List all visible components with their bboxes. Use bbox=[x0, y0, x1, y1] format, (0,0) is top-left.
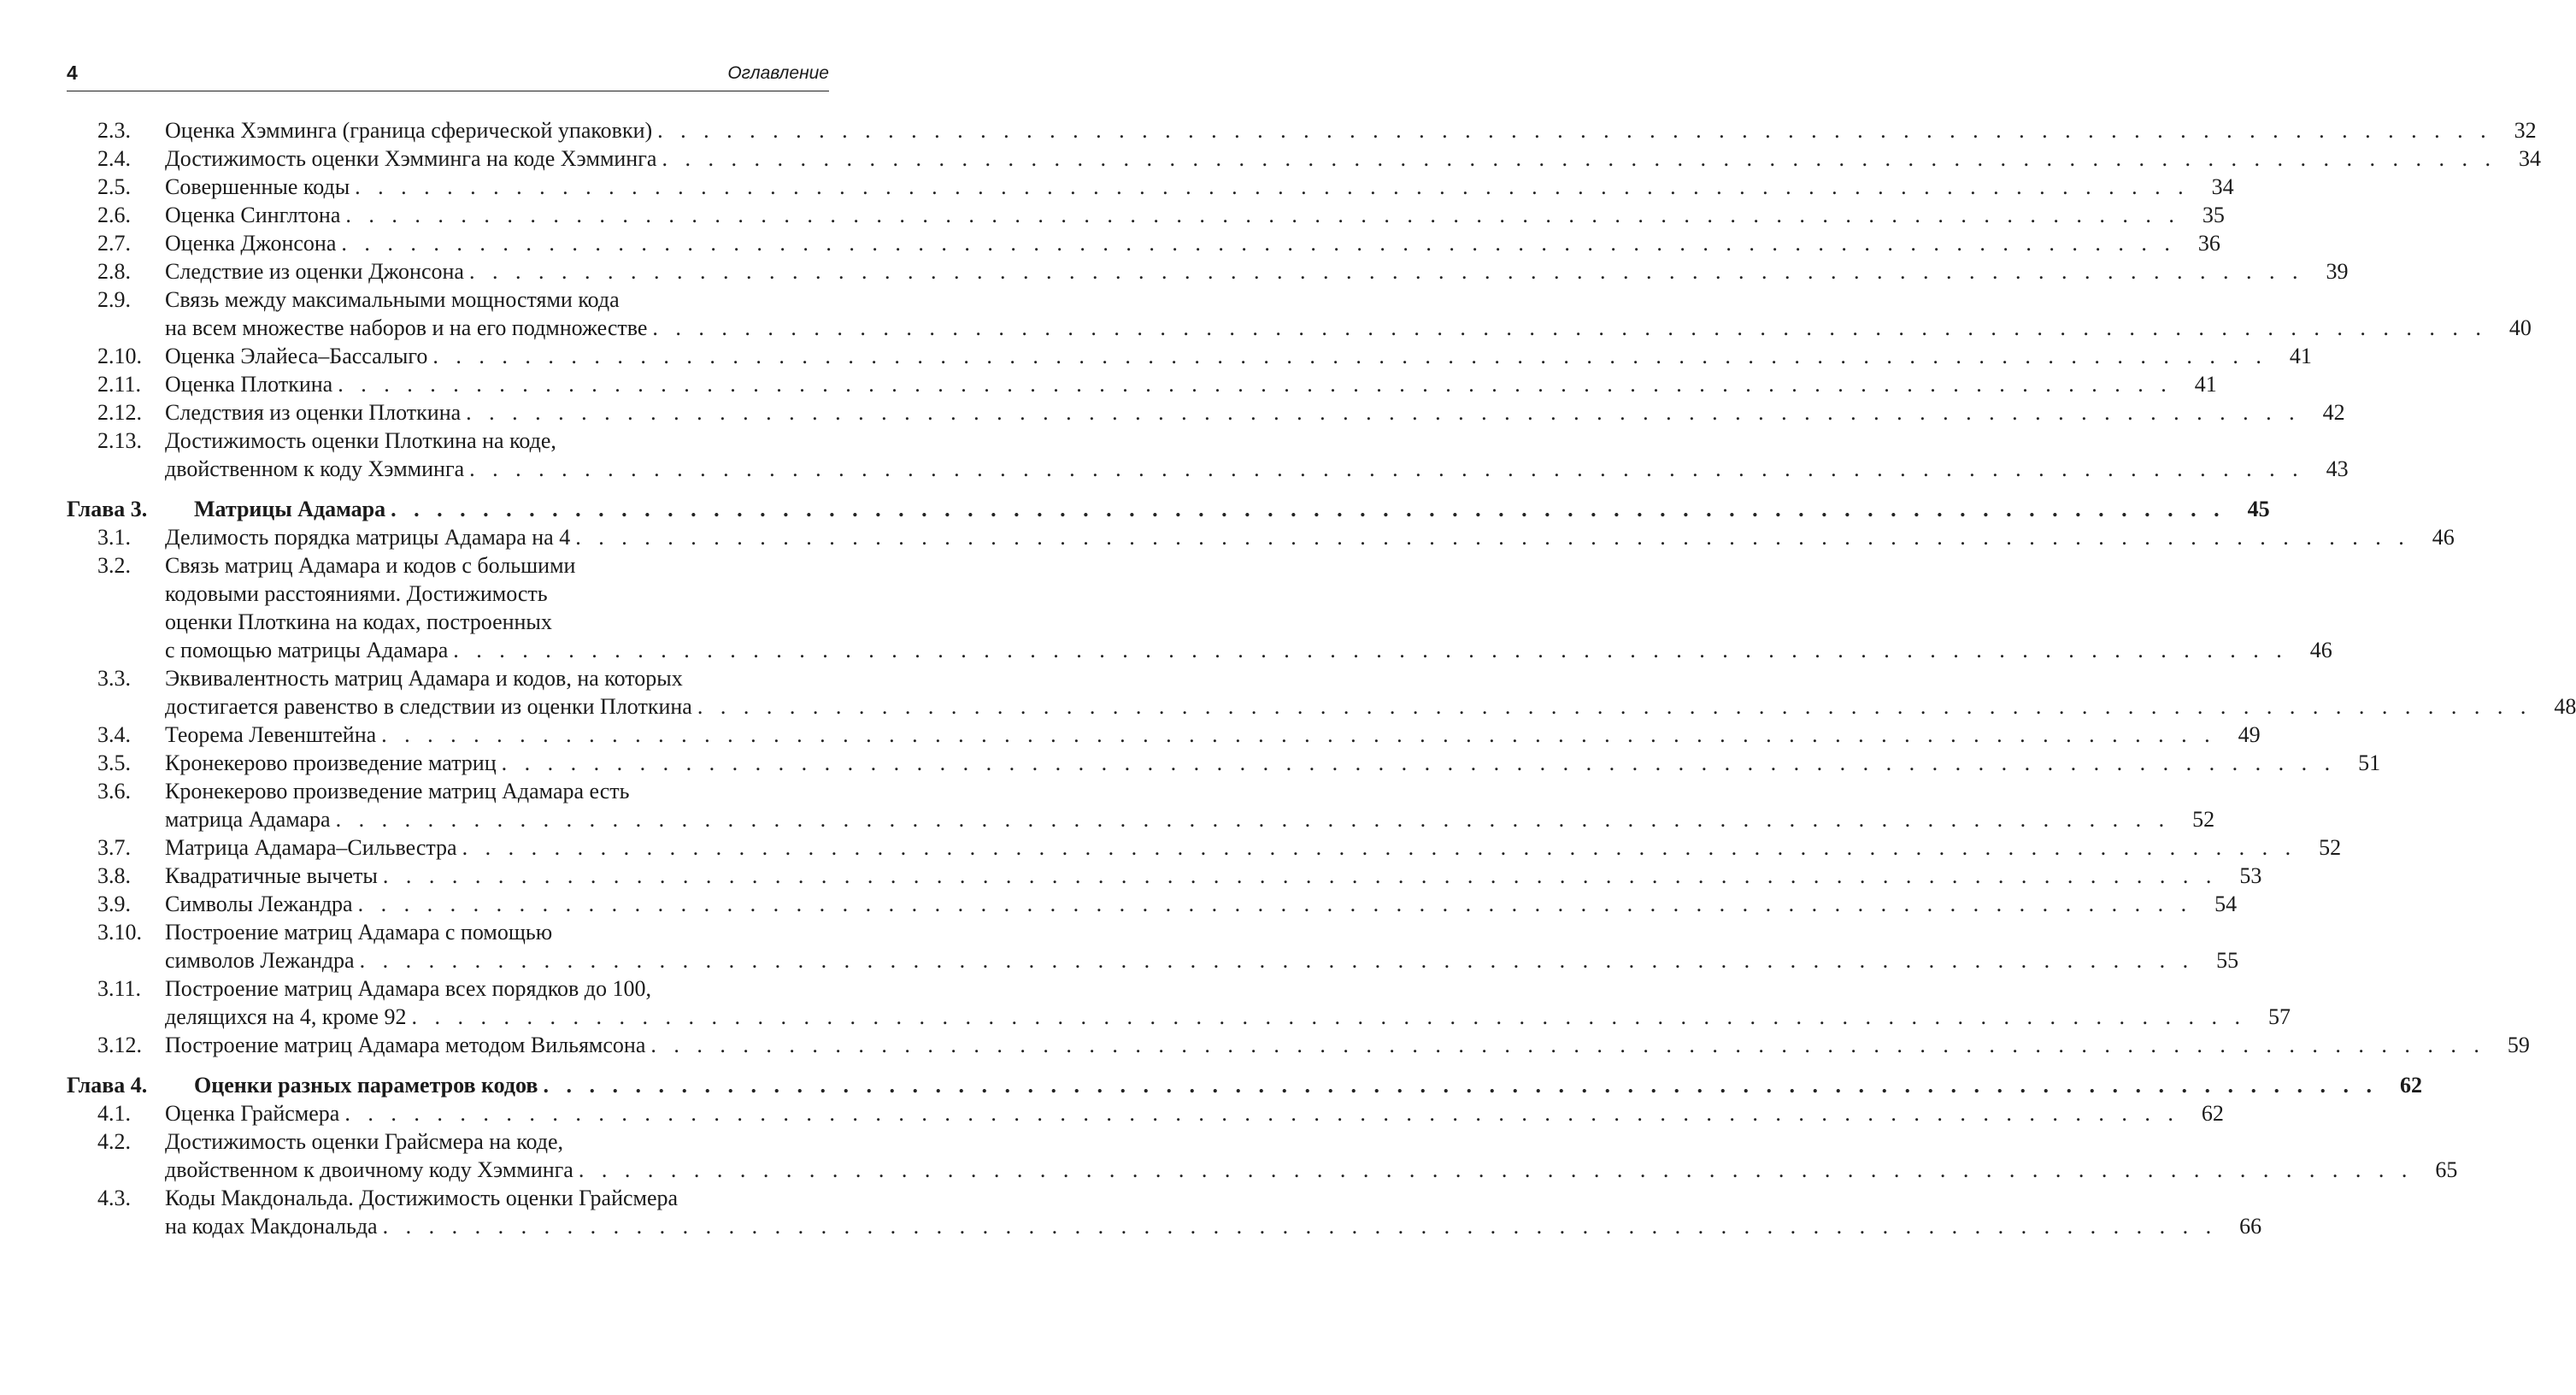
toc-section-entry[interactable] bbox=[67, 833, 2342, 862]
section-number: 3.8. bbox=[97, 863, 131, 888]
toc-line bbox=[67, 608, 829, 636]
dot-leader: . . . . . . . . . . . . . . . . . . . . . . . . . . . . . . . . . . . . . . . . . . . . . . . . . . . . . . . . . . . . . . . . . . . . . . . . . . . . . . . . bbox=[411, 1004, 2246, 1029]
toc-line bbox=[67, 1071, 2422, 1099]
toc-line bbox=[67, 749, 2381, 777]
toc-leader-line bbox=[165, 862, 2262, 890]
toc-section-entry[interactable] bbox=[67, 721, 2261, 749]
dot-leader: . . . . . . . . . . . . . . . . . . . . . . . . . . . . . . . . . . . . . . . . . . . . . . . . . . . . . . . . . . . . . . . . . . . . . . . . . . . . . . . . bbox=[382, 1214, 2218, 1239]
dot-leader: . . . . . . . . . . . . . . . . . . . . . . . . . . . . . . . . . . . . . . . . . . . . . . . . . . . . . . . . . . . . . . . . . . . . . . . . . . . . . . . . bbox=[357, 892, 2193, 916]
dot-leader: . . . . . . . . . . . . . . . . . . . . . . . . . . . . . . . . . . . . . . . . . . . . . . . . . . . . . . . . . . . . . . . . . . . . . . . . . . . . . . . . bbox=[462, 835, 2297, 860]
toc-leader-line bbox=[165, 116, 2537, 144]
entry-title: Коды Макдональда. Достижимость оценки Грайсмера bbox=[165, 1186, 679, 1210]
page-ref: 41 bbox=[2194, 372, 2217, 397]
page-ref: 34 bbox=[2518, 146, 2541, 171]
section-number: 2.13. bbox=[97, 428, 142, 453]
section-number: 3.3. bbox=[97, 666, 131, 691]
toc-section-entry[interactable] bbox=[67, 342, 2312, 370]
toc-section-entry[interactable] bbox=[67, 551, 2332, 664]
toc-leader-line bbox=[165, 1031, 2530, 1059]
toc-line bbox=[67, 1031, 2530, 1059]
toc-chapter-entry[interactable] bbox=[67, 495, 2270, 523]
entry-title: двойственном к двоичному коду Хэмминга bbox=[165, 1157, 573, 1182]
page-ref: 40 bbox=[2508, 315, 2532, 340]
entry-title: Теорема Левенштейна bbox=[165, 722, 377, 747]
dot-leader: . . . . . . . . . . . . . . . . . . . . . . . . . . . . . . . . . . . . . . . . . . . . . . . . . . . . . . . . . . . . . . . . . . . . . . . . . . . . . . . . bbox=[355, 174, 2190, 199]
toc-line bbox=[67, 551, 829, 580]
section-number: 4.2. bbox=[97, 1129, 131, 1154]
toc-leader-line bbox=[165, 805, 2215, 833]
toc-section-entry[interactable] bbox=[67, 116, 2537, 144]
toc-line bbox=[67, 805, 2215, 833]
toc-line bbox=[67, 636, 2332, 664]
section-number: 4.1. bbox=[97, 1101, 131, 1126]
dot-leader: . . . . . . . . . . . . . . . . . . . . . . . . . . . . . . . . . . . . . . . . . . . . . . . . . . . . . . . . . . . . . . . . . . . . . . . . . . . . . . . . bbox=[662, 146, 2497, 171]
toc-section-entry[interactable] bbox=[67, 664, 2576, 721]
toc-leader-line bbox=[165, 342, 2312, 370]
toc-line bbox=[67, 173, 2234, 201]
entry-title: Оценка Джонсона bbox=[165, 231, 337, 256]
toc-line bbox=[67, 257, 2349, 285]
toc-leader-line bbox=[194, 1071, 2422, 1099]
toc-line bbox=[67, 523, 2455, 551]
toc-section-entry[interactable] bbox=[67, 1031, 2530, 1059]
toc-section-entry[interactable] bbox=[67, 974, 2291, 1031]
page-ref: 34 bbox=[2211, 174, 2234, 199]
dot-leader: . . . . . . . . . . . . . . . . . . . . . . . . . . . . . . . . . . . . . . . . . . . . . . . . . . . . . . . . . . . . . . . . . . . . . . . . . . . . . . . . bbox=[697, 694, 2532, 719]
section-number: 3.1. bbox=[97, 525, 131, 550]
section-number: 2.6. bbox=[97, 203, 131, 227]
toc-leader-line bbox=[165, 201, 2225, 229]
section-number: 2.4. bbox=[97, 146, 131, 171]
dot-leader: . . . . . . . . . . . . . . . . . . . . . . . . . . . . . . . . . . . . . . . . . . . . . . . . . . . . . . . . . . . . . . . . . . . . . . . . . . . . . . . . bbox=[341, 231, 2176, 256]
entry-title: двойственном к коду Хэмминга bbox=[165, 456, 465, 481]
section-number: 3.5. bbox=[97, 750, 131, 775]
toc-line bbox=[67, 580, 829, 608]
toc-section-entry[interactable] bbox=[67, 285, 2532, 342]
entry-title: Оценки разных параметров кодов bbox=[194, 1073, 538, 1098]
entry-title: достигается равенство в следствии из оценки Плоткина bbox=[165, 694, 692, 719]
page-ref: 59 bbox=[2507, 1033, 2530, 1057]
dot-leader: . . . . . . . . . . . . . . . . . . . . . . . . . . . . . . . . . . . . . . . . . . . . . . . . . . . . . . . . . . . . . . . . . . . . . . . . . . . . . . . . bbox=[468, 259, 2304, 284]
entry-title: Матрица Адамара–Сильвестра bbox=[165, 835, 457, 860]
dot-leader: . . . . . . . . . . . . . . . . . . . . . . . . . . . . . . . . . . . . . . . . . . . . . . . . . . . . . . . . . . . . . . . . . . . . . . . . . . . . . . . . bbox=[575, 525, 2410, 550]
entry-title: Матрицы Адамара bbox=[194, 497, 386, 521]
toc-line bbox=[67, 1127, 829, 1156]
toc-section-entry[interactable] bbox=[67, 229, 2220, 257]
entry-title: Оценка Хэмминга (граница сферической упаковки) bbox=[165, 118, 653, 143]
entry-title: Оценка Синглтона bbox=[165, 203, 341, 227]
toc-section-entry[interactable] bbox=[67, 257, 2349, 285]
toc-section-entry[interactable] bbox=[67, 890, 2238, 918]
dot-leader: . . . . . . . . . . . . . . . . . . . . . . . . . . . . . . . . . . . . . . . . . . . . . . . . . . . . . . . . . . . . . . . . . . . . . . . . . . . . . . . . bbox=[657, 118, 2492, 143]
toc-section-entry[interactable] bbox=[67, 173, 2234, 201]
toc-leader-line bbox=[165, 1212, 2262, 1240]
page-header bbox=[67, 62, 829, 91]
entry-title: Следствие из оценки Джонсона bbox=[165, 259, 464, 284]
entry-title: Построение матриц Адамара всех порядков до 100, bbox=[165, 976, 652, 1001]
toc-leader-line bbox=[194, 495, 2270, 523]
toc-line bbox=[67, 1099, 2224, 1127]
section-number: 3.9. bbox=[97, 892, 131, 916]
entry-title: Эквивалентность матриц Адамара и кодов, на которых bbox=[165, 666, 683, 691]
page-ref: 54 bbox=[2214, 892, 2238, 916]
section-number: 3.7. bbox=[97, 835, 131, 860]
toc-line bbox=[67, 370, 2217, 398]
toc-leader-line bbox=[165, 455, 2349, 483]
section-number: 2.7. bbox=[97, 231, 131, 256]
toc-leader-line bbox=[165, 523, 2455, 551]
toc-line bbox=[67, 1184, 829, 1212]
toc-line bbox=[67, 664, 829, 692]
section-number: 3.2. bbox=[97, 553, 131, 578]
section-number: 2.11. bbox=[97, 372, 142, 397]
toc-section-entry[interactable] bbox=[67, 918, 2239, 974]
toc-line bbox=[67, 777, 829, 805]
toc-section-entry[interactable] bbox=[67, 370, 2217, 398]
entry-title: Следствия из оценки Плоткина bbox=[165, 400, 462, 425]
section-number: 3.12. bbox=[97, 1033, 142, 1057]
toc-line bbox=[67, 974, 829, 1003]
toc-line bbox=[67, 890, 2238, 918]
entry-title: Построение матриц Адамара с помощью bbox=[165, 920, 553, 945]
entry-title: Построение матриц Адамара методом Вильямсона bbox=[165, 1033, 646, 1057]
section-number: 3.6. bbox=[97, 779, 131, 803]
toc-line bbox=[67, 495, 2270, 523]
dot-leader: . . . . . . . . . . . . . . . . . . . . . . . . . . . . . . . . . . . . . . . . . . . . . . . . . . . . . . . . . . . . . . . . . . . . . . . . . . . . . . . . bbox=[650, 1033, 2485, 1057]
toc-leader-line bbox=[165, 1156, 2458, 1184]
toc-leader-line bbox=[165, 749, 2381, 777]
chapter-label: Глава 4. bbox=[67, 1073, 148, 1098]
dot-leader: . . . . . . . . . . . . . . . . . . . . . . . . . . . . . . . . . . . . . . . . . . . . . . . . . . . . . . . . . . . . . . . . . . . . . . . . . . . . . . . . bbox=[578, 1157, 2414, 1182]
toc-leader-line bbox=[165, 946, 2239, 974]
dot-leader: . . . . . . . . . . . . . . . . . . . . . . . . . . . . . . . . . . . . . . . . . . . . . . . . . . . . . . . . . . . . . . . . . . . . . . . . . . . . . . . . bbox=[453, 638, 2288, 662]
section-number: 3.4. bbox=[97, 722, 131, 747]
entry-title: Оценка Плоткина bbox=[165, 372, 333, 397]
page-ref: 42 bbox=[2322, 400, 2345, 425]
dot-leader: . . . . . . . . . . . . . . . . . . . . . . . . . . . . . . . . . . . . . . . . . . . . . . . . . . . . . . . . . . . . . . . . . . . . . . . . . . . . . . . . bbox=[501, 750, 2337, 775]
entry-title: Оценка Элайеса–Бассалыго bbox=[165, 344, 428, 368]
toc-section-entry[interactable] bbox=[67, 201, 2225, 229]
toc-line bbox=[67, 398, 2345, 427]
toc-line bbox=[67, 1156, 2458, 1184]
entry-title: Квадратичные вычеты bbox=[165, 863, 378, 888]
toc-line bbox=[67, 833, 2342, 862]
toc-leader-line bbox=[165, 370, 2217, 398]
page-ref: 46 bbox=[2432, 525, 2455, 550]
dot-leader: . . . . . . . . . . . . . . . . . . . . . . . . . . . . . . . . . . . . . . . . . . . . . . . . . . . . . . . . . . . . . . . . . . . . . . . . . . . . . . . . bbox=[469, 456, 2304, 481]
page-ref: 36 bbox=[2197, 231, 2220, 256]
entry-title: Делимость порядка матрицы Адамара на 4 bbox=[165, 525, 571, 550]
toc-line bbox=[67, 1212, 2262, 1240]
toc-leader-line bbox=[165, 314, 2532, 342]
toc-leader-line bbox=[165, 692, 2576, 721]
dot-leader: . . . . . . . . . . . . . . . . . . . . . . . . . . . . . . . . . . . . . . . . . . . . . . . . . . . . . . . . . . . . . . . . . . . . . . . . . . . . . . . . bbox=[335, 807, 2171, 832]
entry-title: матрица Адамара bbox=[165, 807, 331, 832]
page-ref: 49 bbox=[2238, 722, 2261, 747]
page-ref: 52 bbox=[2192, 807, 2215, 832]
page-ref: 51 bbox=[2358, 750, 2381, 775]
toc-section-entry[interactable] bbox=[67, 398, 2345, 427]
toc-line bbox=[67, 862, 2262, 890]
toc-line bbox=[67, 116, 2537, 144]
page-ref: 39 bbox=[2326, 259, 2349, 284]
toc-section-entry[interactable] bbox=[67, 1099, 2224, 1127]
dot-leader: . . . . . . . . . . . . . . . . . . . . . . . . . . . . . . . . . . . . . . . . . . . . . . . . . . . . . . . . . . . . . . . . . . . . . . . . . . . . . . . . bbox=[391, 497, 2226, 521]
dot-leader: . . . . . . . . . . . . . . . . . . . . . . . . . . . . . . . . . . . . . . . . . . . . . . . . . . . . . . . . . . . . . . . . . . . . . . . . . . . . . . . . bbox=[432, 344, 2267, 368]
dot-leader: . . . . . . . . . . . . . . . . . . . . . . . . . . . . . . . . . . . . . . . . . . . . . . . . . . . . . . . . . . . . . . . . . . . . . . . . . . . . . . . . bbox=[345, 203, 2180, 227]
entry-title: оценки Плоткина на кодах, построенных bbox=[165, 609, 552, 634]
page-ref: 65 bbox=[2435, 1157, 2458, 1182]
section-number: 2.12. bbox=[97, 400, 142, 425]
entry-title: Достижимость оценки Хэмминга на коде Хэмминга bbox=[165, 146, 657, 171]
toc-line bbox=[67, 692, 2576, 721]
entry-title: Связь между максимальными мощностями кода bbox=[165, 287, 620, 312]
page-ref: 52 bbox=[2319, 835, 2342, 860]
page-ref: 35 bbox=[2202, 203, 2225, 227]
page-ref: 66 bbox=[2239, 1214, 2262, 1239]
section-number: 4.3. bbox=[97, 1186, 131, 1210]
chapter-spacer bbox=[67, 1059, 829, 1071]
toc-line bbox=[67, 314, 2532, 342]
chapter-spacer bbox=[67, 483, 829, 495]
entry-title: Кронекерово произведение матриц Адамара есть bbox=[165, 779, 630, 803]
page-ref: 32 bbox=[2514, 118, 2537, 143]
running-head: Оглавление bbox=[727, 63, 829, 83]
toc-leader-line bbox=[165, 144, 2541, 173]
dot-leader: . . . . . . . . . . . . . . . . . . . . . . . . . . . . . . . . . . . . . . . . . . . . . . . . . . . . . . . . . . . . . . . . . . . . . . . . . . . . . . . . bbox=[543, 1073, 2378, 1098]
page-ref: 46 bbox=[2309, 638, 2332, 662]
entry-title: кодовыми расстояниями. Достижимость bbox=[165, 581, 548, 606]
section-number: 2.10. bbox=[97, 344, 142, 368]
section-number: 3.10. bbox=[97, 920, 142, 945]
entry-title: делящихся на 4, кроме 92 bbox=[165, 1004, 407, 1029]
toc-section-entry[interactable] bbox=[67, 777, 2215, 833]
entry-title: Связь матриц Адамара и кодов с большими bbox=[165, 553, 576, 578]
page-ref: 53 bbox=[2239, 863, 2262, 888]
toc-line bbox=[67, 455, 2349, 483]
page-ref: 57 bbox=[2267, 1004, 2291, 1029]
toc-leader-line bbox=[165, 890, 2238, 918]
toc-leader-line bbox=[165, 398, 2345, 427]
dot-leader: . . . . . . . . . . . . . . . . . . . . . . . . . . . . . . . . . . . . . . . . . . . . . . . . . . . . . . . . . . . . . . . . . . . . . . . . . . . . . . . . bbox=[466, 400, 2301, 425]
dot-leader: . . . . . . . . . . . . . . . . . . . . . . . . . . . . . . . . . . . . . . . . . . . . . . . . . . . . . . . . . . . . . . . . . . . . . . . . . . . . . . . . bbox=[381, 722, 2216, 747]
toc-line bbox=[67, 946, 2239, 974]
chapter-label: Глава 3. bbox=[67, 497, 148, 521]
toc-line bbox=[67, 427, 829, 455]
toc-leader-line bbox=[165, 721, 2261, 749]
entry-title: с помощью матрицы Адамара bbox=[165, 638, 449, 662]
toc-leader-line bbox=[165, 257, 2349, 285]
dot-leader: . . . . . . . . . . . . . . . . . . . . . . . . . . . . . . . . . . . . . . . . . . . . . . . . . . . . . . . . . . . . . . . . . . . . . . . . . . . . . . . . bbox=[382, 863, 2218, 888]
toc-chapter-entry[interactable] bbox=[67, 1071, 2422, 1099]
section-number: 2.8. bbox=[97, 259, 131, 284]
toc-leader-line bbox=[165, 833, 2342, 862]
page-ref: 62 bbox=[2201, 1101, 2224, 1126]
page-ref: 41 bbox=[2289, 344, 2312, 368]
section-number: 2.9. bbox=[97, 287, 131, 312]
page-ref: 43 bbox=[2326, 456, 2349, 481]
toc-section-entry[interactable] bbox=[67, 1127, 2458, 1184]
toc-leader-line bbox=[165, 229, 2220, 257]
entry-title: Достижимость оценки Плоткина на коде, bbox=[165, 428, 556, 453]
page-ref: 62 bbox=[2399, 1073, 2422, 1098]
page-number: 4 bbox=[67, 62, 78, 84]
page-ref: 55 bbox=[2216, 948, 2239, 973]
toc-line bbox=[67, 201, 2225, 229]
section-number: 2.5. bbox=[97, 174, 131, 199]
table-of-contents bbox=[67, 116, 2576, 1240]
toc-line bbox=[67, 342, 2312, 370]
toc-section-entry[interactable] bbox=[67, 749, 2381, 777]
entry-title: символов Лежандра bbox=[165, 948, 355, 973]
entry-title: Кронекерово произведение матриц bbox=[165, 750, 497, 775]
toc-line bbox=[67, 1003, 2291, 1031]
toc-line bbox=[67, 918, 829, 946]
toc-section-entry[interactable] bbox=[67, 1184, 2262, 1240]
toc-section-entry[interactable] bbox=[67, 427, 2349, 483]
dot-leader: . . . . . . . . . . . . . . . . . . . . . . . . . . . . . . . . . . . . . . . . . . . . . . . . . . . . . . . . . . . . . . . . . . . . . . . . . . . . . . . . bbox=[359, 948, 2195, 973]
toc-leader-line bbox=[165, 636, 2332, 664]
toc-section-entry[interactable] bbox=[67, 523, 2455, 551]
section-number: 2.3. bbox=[97, 118, 131, 143]
toc-section-entry[interactable] bbox=[67, 144, 2541, 173]
toc-section-entry[interactable] bbox=[67, 862, 2262, 890]
page-ref: 45 bbox=[2247, 497, 2270, 521]
page-ref: 48 bbox=[2554, 694, 2576, 719]
toc-leader-line bbox=[165, 1003, 2291, 1031]
entry-title: на всем множестве наборов и на его подмножестве bbox=[165, 315, 648, 340]
toc-line bbox=[67, 144, 2541, 173]
toc-line bbox=[67, 721, 2261, 749]
toc-line bbox=[67, 285, 829, 314]
toc-line bbox=[67, 229, 2220, 257]
toc-leader-line bbox=[165, 1099, 2224, 1127]
entry-title: Достижимость оценки Грайсмера на коде, bbox=[165, 1129, 564, 1154]
dot-leader: . . . . . . . . . . . . . . . . . . . . . . . . . . . . . . . . . . . . . . . . . . . . . . . . . . . . . . . . . . . . . . . . . . . . . . . . . . . . . . . . bbox=[338, 372, 2173, 397]
dot-leader: . . . . . . . . . . . . . . . . . . . . . . . . . . . . . . . . . . . . . . . . . . . . . . . . . . . . . . . . . . . . . . . . . . . . . . . . . . . . . . . . bbox=[344, 1101, 2179, 1126]
entry-title: Символы Лежандра bbox=[165, 892, 353, 916]
entry-title: Оценка Грайсмера bbox=[165, 1101, 340, 1126]
dot-leader: . . . . . . . . . . . . . . . . . . . . . . . . . . . . . . . . . . . . . . . . . . . . . . . . . . . . . . . . . . . . . . . . . . . . . . . . . . . . . . . . bbox=[652, 315, 2487, 340]
toc-leader-line bbox=[165, 173, 2234, 201]
entry-title: на кодах Макдональда bbox=[165, 1214, 378, 1239]
section-number: 3.11. bbox=[97, 976, 142, 1001]
entry-title: Совершенные коды bbox=[165, 174, 350, 199]
